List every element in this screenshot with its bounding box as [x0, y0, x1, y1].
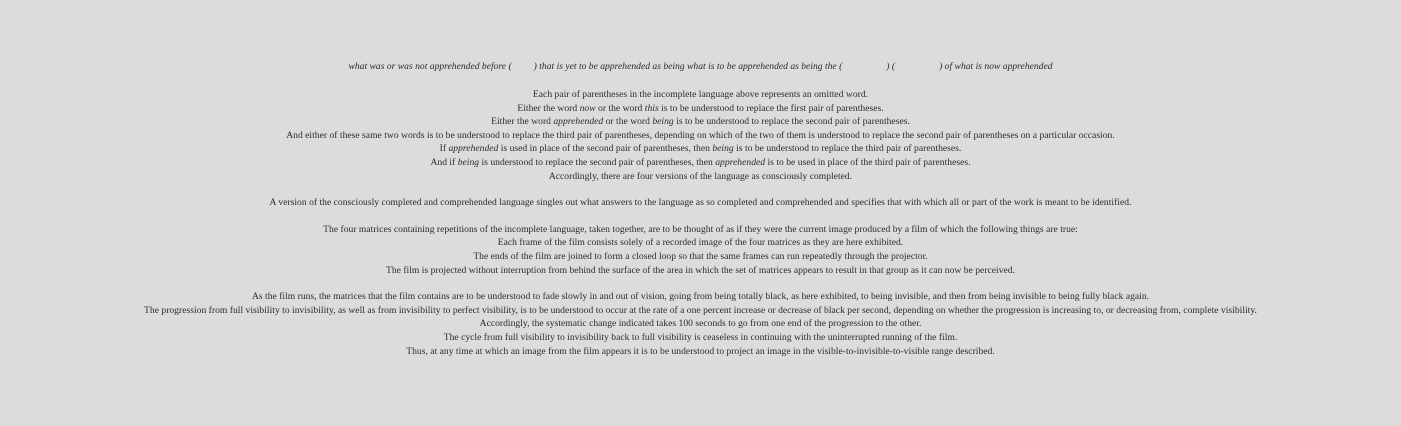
incomplete-language-part: ) that is yet to be apprehended as being what is to be apprehended as being the ( [533, 61, 843, 72]
text-segment: Each pair of parentheses in the incomplete language above represents an omitted word. [532, 89, 869, 100]
text-block [0, 88, 1401, 183]
text-segment: The film is projected without interruption from behind the surface of the area in which the set of matrices appears to result in that group as it can now be perceived. [385, 264, 1016, 276]
text-segment: is to be understood to replace the second pair of parentheses. [673, 116, 910, 128]
incomplete-language-part: ) ( [886, 61, 896, 72]
text-segment: The four matrices containing repetitions of the incomplete language, taken together, are to be thought of as if they were the current image produced by a film of which the following things are true: [323, 223, 1078, 235]
incomplete-language-part: what was or was not apprehended before ( [348, 61, 512, 72]
text-block [0, 223, 1401, 277]
italic-word: now [579, 102, 596, 114]
text-segment: If [439, 143, 449, 155]
text-block [0, 196, 1401, 210]
italic-word: being [457, 156, 480, 168]
text-segment: Each frame of the film consists solely of a recorded image of the four matrices as they are here exhibited. [497, 237, 904, 249]
text-line [0, 223, 1401, 237]
text-segment: Thus, at any time at which an image from the film appears it is to be understood to project an image in the visible-to-invisible-to-visible range described. [406, 345, 995, 357]
text-segment: And either of these same two words is to be understood to replace the third pair of parentheses, depending on which of the two of them is understood to replace the second pair of parentheses on a particular occasion. [286, 129, 1115, 141]
text-line [0, 88, 1401, 102]
text-line [0, 345, 1401, 359]
text-segment: A version of the consciously completed and comprehended language singles out what answers to the language as so completed and comprehended and specifies that with which all or part of the work is meant to be identified. [269, 197, 1132, 209]
text-segment: The ends of the film are joined to form a closed loop so that the same frames can run repeatedly through the projector. [473, 250, 928, 262]
text-segment: or the word [595, 102, 645, 114]
text-segment: is to be used in place of the third pair of parentheses. [765, 156, 971, 168]
text-line [0, 264, 1401, 278]
text-line [0, 317, 1401, 331]
text-segment: is to be understood to replace the third pair of parentheses. [733, 143, 962, 155]
text-segment: And if [430, 156, 458, 168]
italic-word: being [712, 143, 734, 155]
text-line [0, 290, 1401, 304]
text-segment: is understood to replace the second pair of parentheses, then [479, 156, 716, 168]
text-line [0, 102, 1401, 116]
italic-word: apprehended [553, 116, 604, 128]
text-segment: is to be understood to replace the first pair of parentheses. [658, 102, 884, 114]
text-segment: The cycle from full visibility to invisibility back to full visibility is ceaseless in continuing with the uninterrupted running of the film. [443, 331, 958, 343]
text-line [0, 129, 1401, 143]
text-line [0, 156, 1401, 170]
incomplete-language-part: ) of what is now apprehended [939, 61, 1053, 72]
text-segment: Accordingly, the systematic change indicated takes 100 seconds to go from one end of the progression to the other. [479, 318, 922, 330]
incomplete-language-line [0, 60, 1401, 73]
text-line [0, 331, 1401, 345]
italic-word: apprehended [715, 156, 766, 168]
text-block [0, 290, 1401, 358]
text-segment: or the word [603, 116, 653, 128]
text-segment: Either the word [491, 116, 554, 128]
explanation-text [0, 88, 1401, 358]
text-line [0, 115, 1401, 129]
text-line [0, 142, 1401, 156]
italic-word: being [652, 116, 674, 128]
italic-word: apprehended [448, 143, 499, 155]
text-line [0, 196, 1401, 210]
text-segment: Either the word [517, 102, 580, 114]
text-segment: The progression from full visibility to invisibility, as well as from invisibility to perfect visibility, is to be understood to occur at the rate of a one percent increase or decrease of black per second, depending on whether the progression is increasing to, or decreasing from, complete visibility. [144, 304, 1257, 316]
text-segment: is used in place of the second pair of parentheses, then [498, 143, 713, 155]
text-segment: As the film runs, the matrices that the film contains are to be understood to fade slowly in and out of vision, going from being totally black, as here exhibited, to being invisible, and then from being invisible to being fully black again. [251, 291, 1150, 303]
text-line [0, 236, 1401, 250]
text-segment: Accordingly, there are four versions of the language as consciously completed. [548, 170, 853, 182]
text-line [0, 304, 1401, 318]
text-line [0, 170, 1401, 184]
text-line [0, 250, 1401, 264]
italic-word: this [644, 102, 659, 114]
